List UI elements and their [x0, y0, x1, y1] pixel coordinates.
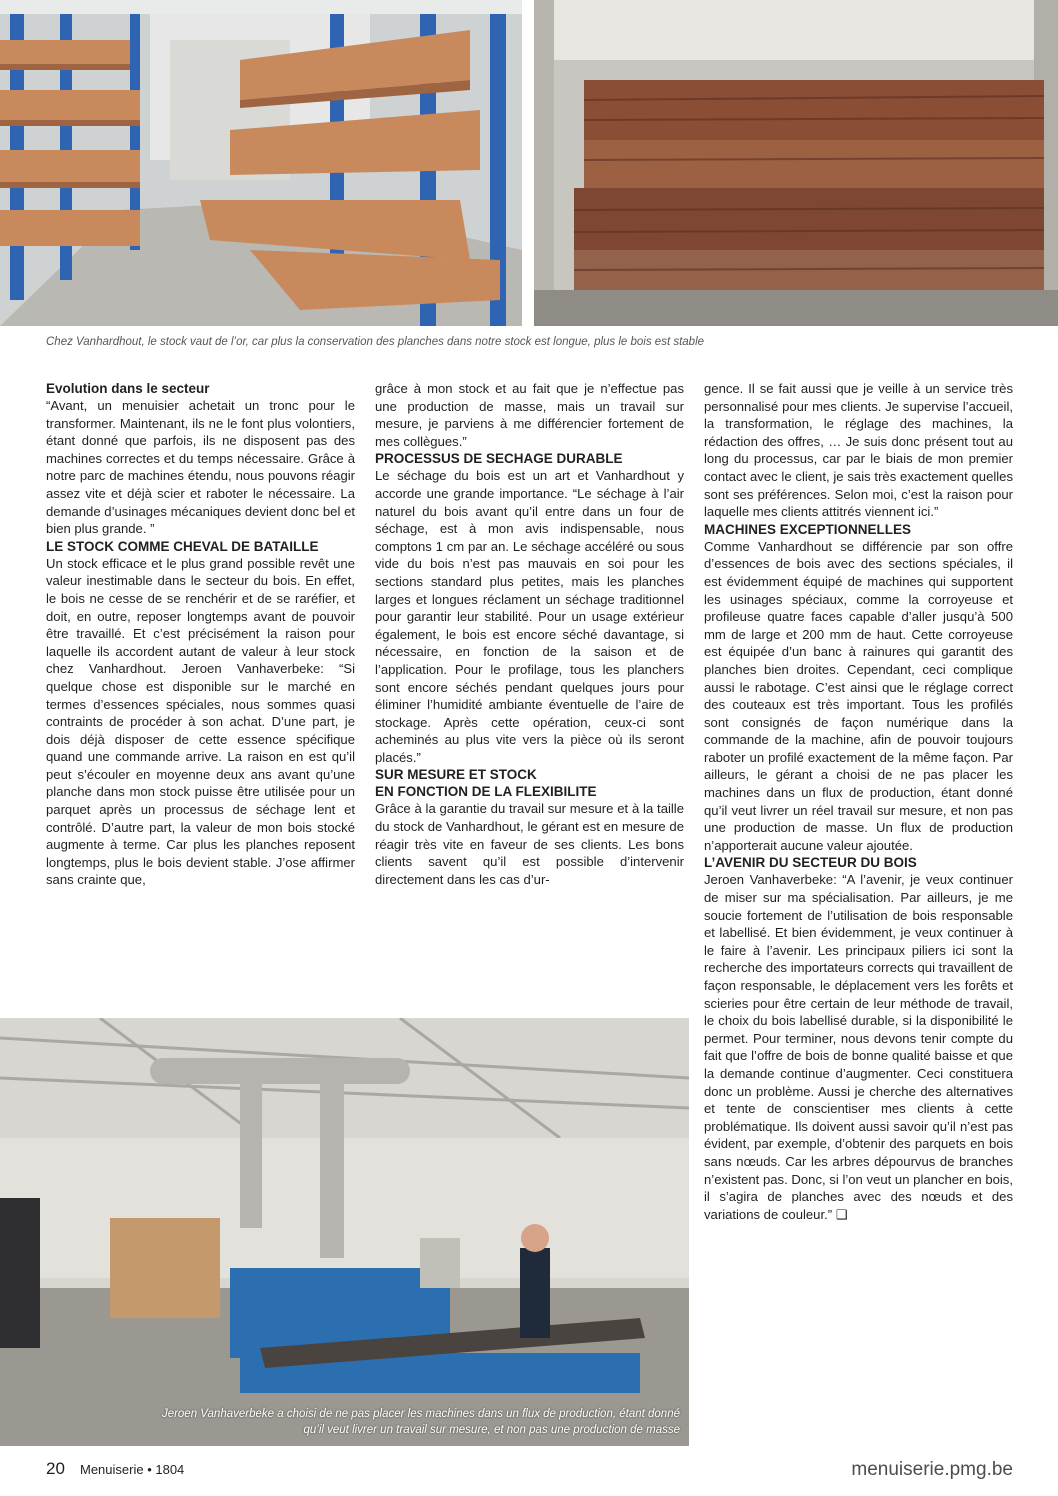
paragraph-stock-continued: grâce à mon stock et au fait que je n’effectue pas une production de masse, mais un travail sur mesure, je parviens à me différencier fortement de mes collègues.”: [375, 381, 684, 449]
workshop-machine-image: [0, 1018, 689, 1446]
article-column-3: [704, 380, 1013, 1223]
paragraph-sechage: Le séchage du bois est un art et Vanhardhout y accorde une grande importance. “Le séchage à l’air naturel du bois avant qu’il entre dans un four de séchage, est à mon avis indispensable, nous comptons 1 cm par an. Le séchage accéléré ou sous vide du bois n’est pas mauvais en soi pour les sections standard plus petites, mais les planches larges et longues réclament un séchage traditionnel pour garantir leur stabilité. Pour un usage extérieur également, le bois est encore séché davantage, si nécessaire, en fonction de la saison et de l’application. Pour le profilage, tous les planchers sont encore séchés pendant quelques jours pour éliminer l’humidité ambiante éventuelle de l’aire de stockage. Après cette opération, ceux-ci sont acheminés au plus vite vers la pièce où ils seront placés.”: [375, 468, 684, 765]
heading-machines: MACHINES EXCEPTIONNELLES: [704, 521, 912, 537]
photo-caption-top: Chez Vanhardhout, le stock vaut de l’or, car plus la conservation des planches dans notre stock est longue, plus le bois est stable: [46, 336, 705, 348]
heading-sur-mesure-line1: SUR MESURE ET STOCK: [375, 767, 537, 783]
stacked-timber-image: [534, 0, 1058, 326]
heading-stock: LE STOCK COMME CHEVAL DE BATAILLE: [46, 538, 319, 554]
paragraph-stock: Un stock efficace et le plus grand possible revêt une valeur inestimable dans le secteur du bois. En effet, le bois ne cesse de se renchérir et de se raréfier, et doit, en outre, reposer longtemps avant de pouvoir être travaillé. Et c’est précisément la raison pour laquelle ils accordent autant de valeur à leur stock chez Vanhardhout. Jeroen Vanhaverbeke: “Si quelque chose est disponible sur le marché en termes d’essences spéciales, nous sommes quasi contraints de procéder à son achat. D’une part, je dois déjà disposer de cette essence spécifique quand une commande arrive. La raison en est qu’il peut s’écouler en moyenne deux ans avant qu’une planche dans mon stock puisse être utilisée pour un parquet après un processus de séchage lent et contrôlé. D’autre part, la valeur de mon bois stocké augmente à terme. Car plus les planches reposent longtemps, plus le bois devient stable. J’ose affirmer sans crainte que,: [46, 555, 355, 888]
website-link[interactable]: menuiserie.pmg.be: [851, 1459, 1013, 1480]
heading-sur-mesure: [375, 766, 684, 800]
warehouse-racks-image: [0, 0, 522, 326]
page-number: 20: [46, 1459, 65, 1478]
magazine-issue: Menuiserie • 1804: [80, 1462, 185, 1477]
heading-sechage: PROCESSUS DE SECHAGE DURABLE: [375, 451, 623, 467]
heading-sur-mesure-line2: EN FONCTION DE LA FLEXIBILITE: [375, 784, 597, 800]
article-column-2: [375, 380, 684, 888]
paragraph-evolution: “Avant, un menuisier achetait un tronc pour le transformer. Maintenant, ils ne le font plus volontiers, étant donné que parfois, ils ne disposent pas des machines correctes et du temps nécessaire. Grâce à notre parc de machines étendu, nous pouvons réagir assez vite et déjà scier et raboter le nécessaire. La demande d’usinages mécaniques devient donc bel et bien plus grande. ”: [46, 398, 355, 537]
paragraph-urgence-continued: gence. Il se fait aussi que je veille à un service très personnalisé pour mes clients. Je supervise l’accueil, la transformation, le réglage des machines, la rédaction des offres, … Je suis donc présent tout au long du processus, car par le biais de mon premier contact avec le client, je sais très exactement quelles sont ses préférences. Selon moi, c’est la raison pour laquelle mes clients attitrés viennent ici.”: [704, 381, 1013, 520]
photo-caption-bottom: Jeroen Vanhaverbeke a choisi de ne pas placer les machines dans un flux de production, étant donné qu’il veut livrer un travail sur mesure, et non pas une production de masse: [161, 1408, 680, 1436]
photo-warehouse-racks: [0, 0, 522, 326]
heading-evolution: Evolution dans le secteur: [46, 381, 210, 396]
photo-stacked-timber: [534, 0, 1058, 326]
paragraph-machines: Comme Vanhardhout se différencie par son offre d’essences de bois avec des sections spéciales, il est évidemment équipé de machines qui supportent les usinages spéciaux, comme la corroyeuse et profileuse quatre faces capable d’aller jusqu’à 500 mm de large et 200 mm de haut. Cette corroyeuse est équipée d’un banc à rainures qui garantit des planches bien droites. Cependant, ceci complique aussi le rabotage. C’est ainsi que le réglage correct des couteaux est très important. Tous les profilés sont consignés de façon numérique dans la commande de la machine, afin de pouvoir toujours raboter un profilé exactement de la même façon. Par ailleurs, le gérant a choisi de ne pas placer les machines dans un flux de production, étant donné qu’il veut livrer un réel travail sur mesure, et non pas une production de masse. Un flux de production n’apporterait aucune valeur ajoutée.: [704, 538, 1013, 853]
paragraph-avenir: Jeroen Vanhaverbeke: “A l’avenir, je veux continuer de miser sur ma spécialisation. Par ailleurs, je me soucie fortement de l’utilisation de bois responsable et labellisé. Et bien évidemment, je veux continuer à le faire à l’avenir. Les principaux piliers ici sont la recherche des importateurs corrects qui travaillent de façon responsable, le déplacement vers les forêts et scieries pour être certain de leur méthode de travail, le choix du bois labellisé durable, si la disponibilité le permet. Pour terminer, nous devons tenir compte du fait que l’offre de bois de bonne qualité baisse et que la demande continue d’augmenter. Ceci constituera donc un problème. Aussi je cherche des alternatives et tente de conscientiser mes clients à cette problématique. Ils doivent aussi savoir qu’il n’est pas évident, par exemple, d’obtenir des parquets en bois sans nœuds. Car les arbres dépourvus de branches n’existent pas. Donc, si l’on veut un plancher en bois, il s’agira de planches avec des nœuds et des variations de couleur.” ❑: [704, 872, 1013, 1222]
page-footer: [46, 1459, 1013, 1483]
article-column-1: [46, 380, 355, 889]
paragraph-sur-mesure: Grâce à la garantie du travail sur mesure et à la taille du stock de Vanhardhout, le gérant est en mesure de réagir très vite en faveur de ses clients. Les bons clients savent qu’il est possible d’intervenir directement dans les cas d’ur-: [375, 801, 684, 887]
photo-workshop-machine: [0, 1018, 689, 1446]
heading-avenir: L’AVENIR DU SECTEUR DU BOIS: [704, 855, 917, 871]
